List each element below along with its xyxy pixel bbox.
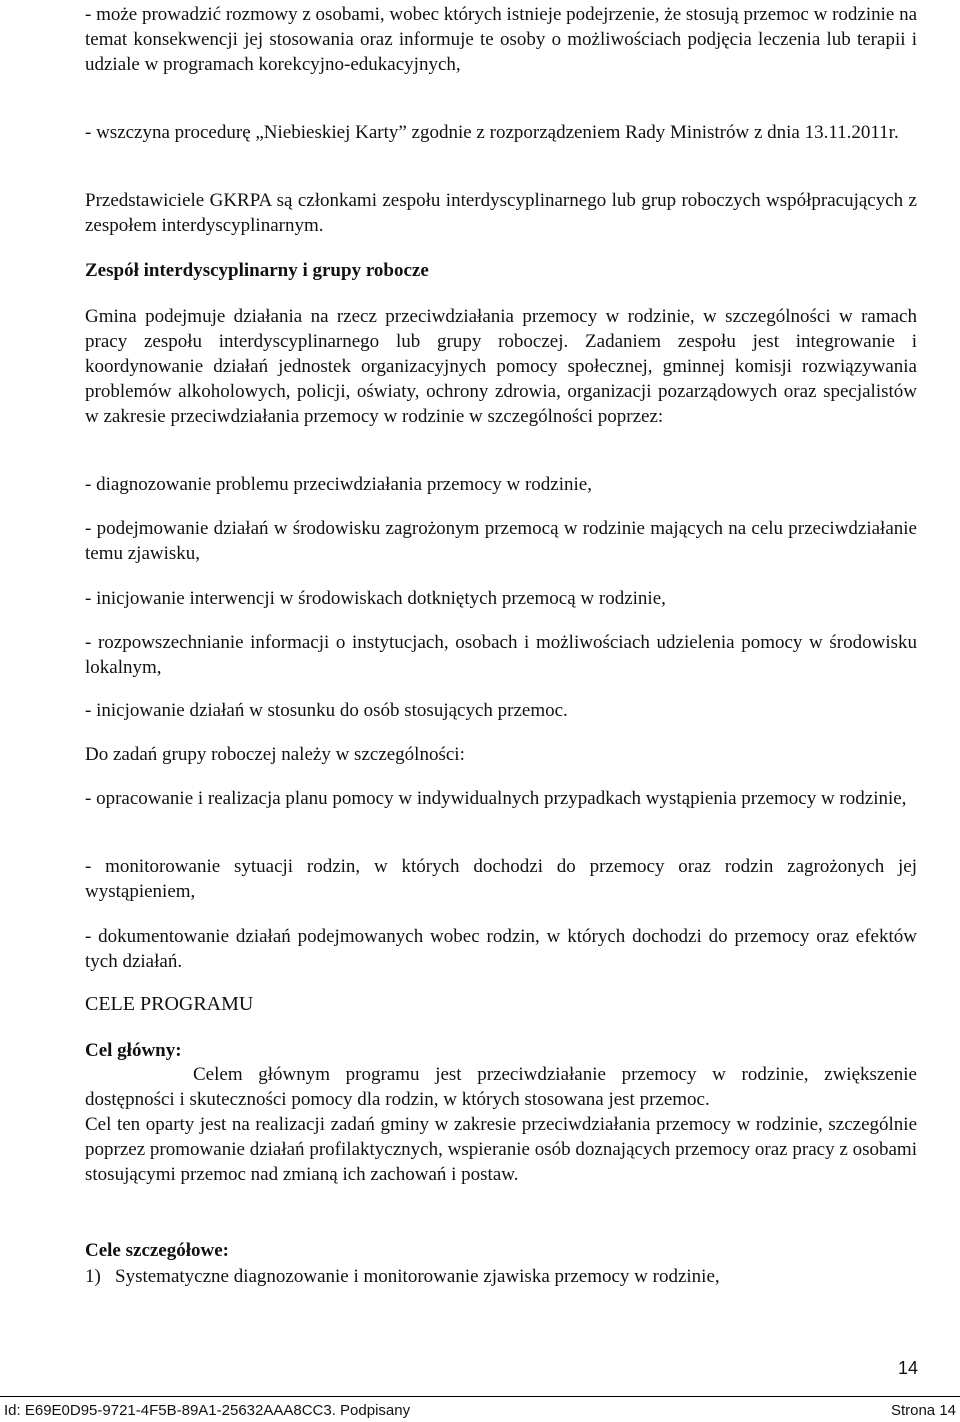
heading-team: Zespół interdyscyplinarny i grupy robocze xyxy=(85,260,429,281)
footer-divider xyxy=(0,1396,960,1397)
list-item-monitoring: - monitorowanie sytuacji rodzin, w których dochodzi do przemocy oraz rodzin zagrożonych jej wystąpieniem, xyxy=(85,856,917,902)
paragraph-gkrpa-members: Przedstawiciele GKRPA są członkami zespołu interdyscyplinarnego lub grup roboczych współpracujących z zespołem interdyscyplinarnym. xyxy=(85,190,917,236)
heading-program-goals: CELE PROGRAMU xyxy=(85,993,254,1015)
footer-page-label: Strona 14 xyxy=(890,1402,956,1419)
list-text: Systematyczne diagnozowanie i monitorowanie zjawiska przemocy w rodzinie, xyxy=(115,1266,720,1287)
heading-main-goal: Cel główny: xyxy=(85,1040,182,1061)
page-number: 14 xyxy=(897,1358,918,1378)
list-item-undertaking: - podejmowanie działań w środowisku zagrożonym przemocą w rodzinie mających na celu przeciwdziałanie temu zjawisku, xyxy=(85,518,917,564)
list-item-documenting: - dokumentowanie działań podejmowanych wobec rodzin, w których dochodzi do przemocy oraz efektów tych działań. xyxy=(85,926,917,972)
paragraph-main-goal: Celem głównym programu jest przeciwdziałanie przemocy w rodzinie, zwiększenie dostępności i skuteczności pomocy dla rodzin, w których stosowana jest przemoc. xyxy=(85,1064,917,1110)
footer-id: Id: E69E0D95-9721-4F5B-89A1-25632AAA8CC3. Podpisany xyxy=(4,1402,411,1419)
list-item-help-plan: - opracowanie i realizacja planu pomocy w indywidualnych przypadkach wystąpienia przemocy w rodzinie, xyxy=(85,788,907,809)
list-item-information: - rozpowszechnianie informacji o instytucjach, osobach i możliwościach udzielenia pomocy w środowisku lokalnym, xyxy=(85,632,917,678)
heading-specific-goals: Cele szczegółowe: xyxy=(85,1240,230,1261)
paragraph-blue-card: - wszczyna procedurę „Niebieskiej Karty” zgodnie z rozporządzeniem Rady Ministrów z dnia 13.11.2011r. xyxy=(85,122,899,143)
list-item-initiating: - inicjowanie działań w stosunku do osób stosujących przemoc. xyxy=(85,700,568,721)
list-number: 1) xyxy=(85,1266,101,1287)
specific-goal-item xyxy=(85,1264,917,1289)
list-item-intervention: - inicjowanie interwencji w środowiskach dotkniętych przemocą w rodzinie, xyxy=(85,588,666,609)
paragraph-working-group-tasks: Do zadań grupy roboczej należy w szczególności: xyxy=(85,744,465,765)
paragraph-conversations: - może prowadzić rozmowy z osobami, wobec których istnieje podejrzenie, że stosują przemoc w rodzinie na temat konsekwencji jej stosowania oraz informuje te osoby o możliwościach podjęcia leczenia lub terapii i udziale w programach korekcyjno-edukacyjnych, xyxy=(85,4,918,75)
paragraph-gmina-actions: Gmina podejmuje działania na rzecz przeciwdziałania przemocy w rodzinie, w szczególności w ramach pracy zespołu interdyscyplinarnego lub grupy roboczej. Zadaniem zespołu jest integrowanie i koordynowanie działań jednostek organizacyjnych pomocy społecznej, gminnej komisji rozwiązywania problemów alkoholowych, policji, oświaty, ochrony zdrowia, organizacji pozarządowych oraz specjalistów w zakresie przeciwdziałania przemocy w rodzinie w szczególności poprzez: xyxy=(85,306,917,427)
paragraph-goal-basis: Cel ten oparty jest na realizacji zadań gminy w zakresie przeciwdziałania przemocy w rodzinie, szczególnie poprzez promowanie działań profilaktycznych, wspieranie osób doznających przemocy oraz pracy z osobami stosującymi przemoc nad zmianą ich zachowań i postaw. xyxy=(85,1114,917,1185)
list-item-diagnosing: - diagnozowanie problemu przeciwdziałania przemocy w rodzinie, xyxy=(85,474,592,495)
